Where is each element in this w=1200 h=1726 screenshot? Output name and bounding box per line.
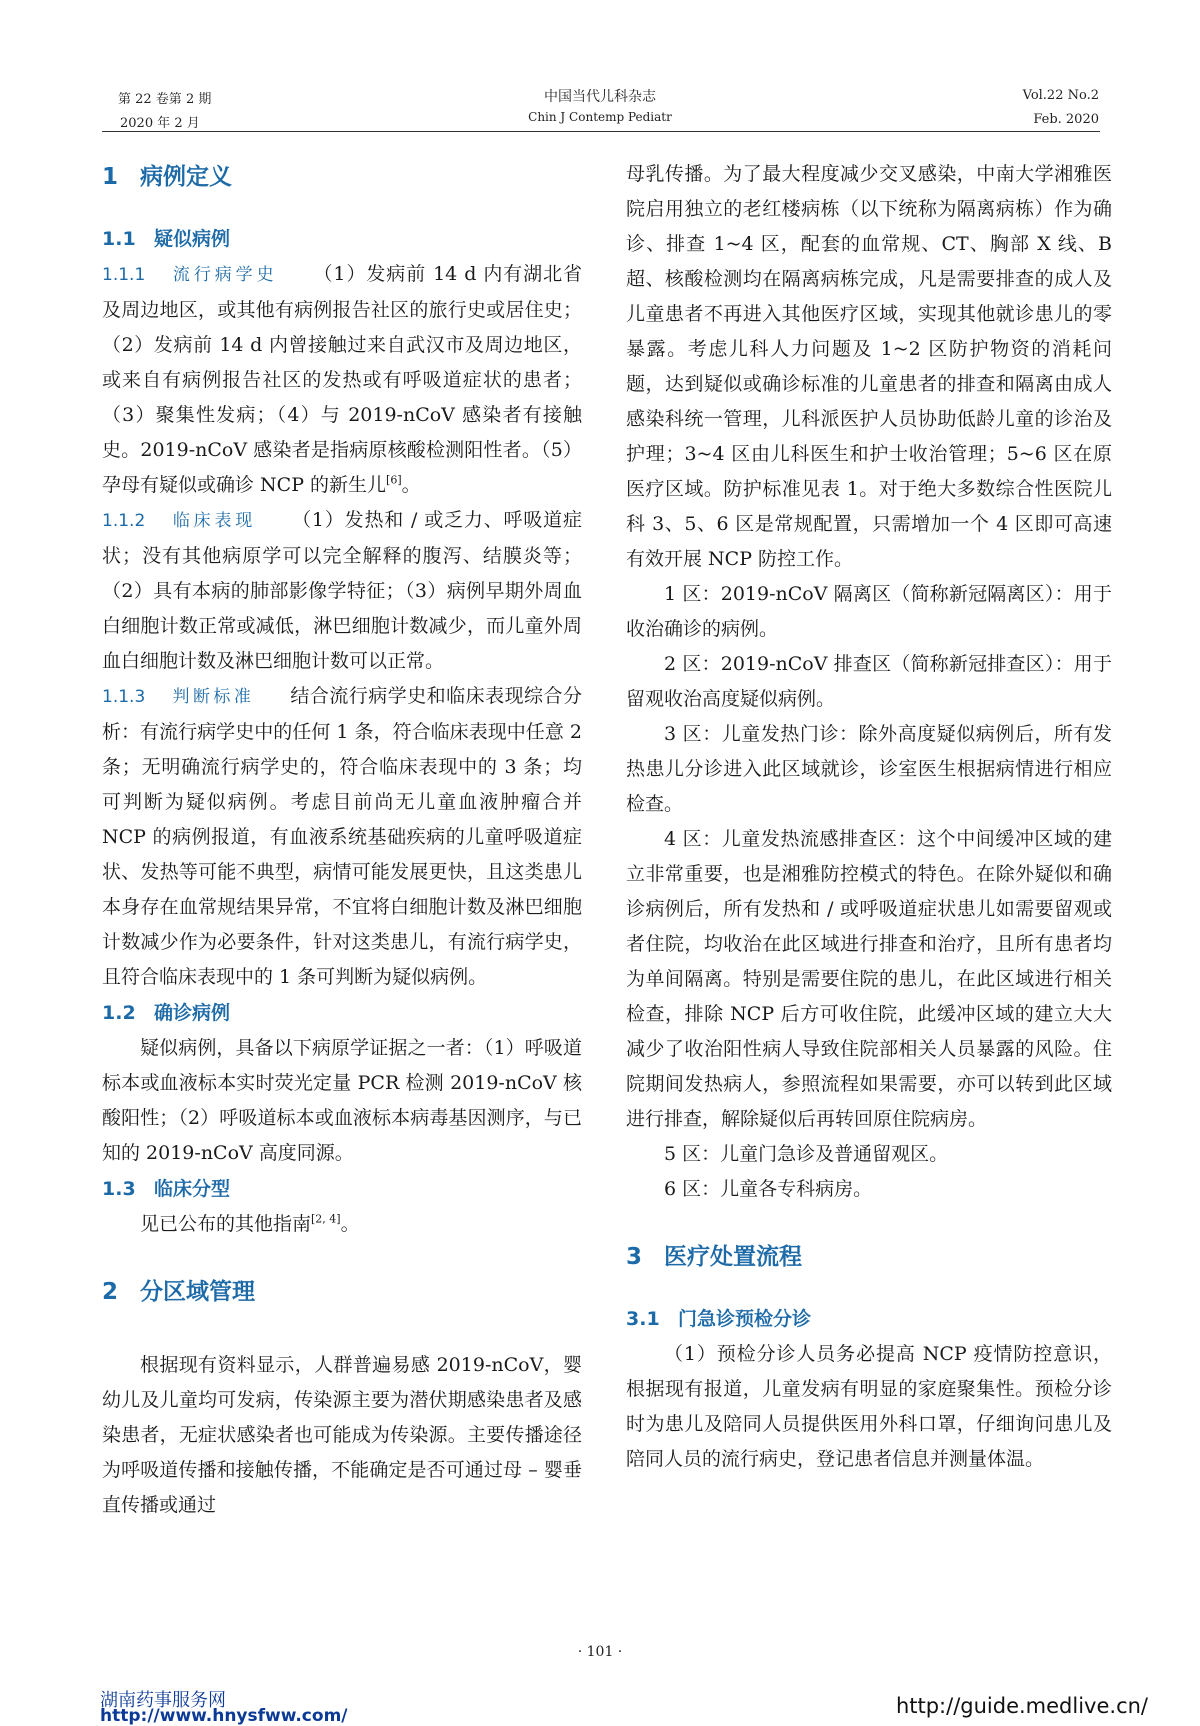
zone-1: 1 区：2019-nCoV 隔离区（简称新冠隔离区）：用于收治确诊的病例。 <box>626 583 1112 640</box>
paragraph-2: 根据现有资料显示，人群普遍易感 2019-nCoV，婴幼儿及儿童均可发病，传染源主要为潜伏期感染患者及感染患者，无症状感染者也可能成为传染源。主要传播途径为呼吸道传播和接触传播，不能确定是否可通过母 – 婴垂直传播或通过 <box>102 1354 582 1516</box>
subsection-heading: 3.1 门急诊预检分诊 <box>626 1308 812 1330</box>
section-heading: 1 病例定义 <box>102 164 232 190</box>
subsubsection-heading: 1.1.3 判断标准 <box>102 687 255 707</box>
watermark-link-left[interactable]: http://www.hnysfww.com/ <box>100 1706 348 1726</box>
journal-name-cn: 中国当代儿科杂志 <box>544 89 656 105</box>
right-column <box>626 157 1112 1477</box>
watermark-site-name: 湖南药事服务网 <box>100 1690 226 1711</box>
zone-3: 3 区：儿童发热门诊：除外高度疑似病例后，所有发热患儿分诊进入此区域就诊，诊室医生根据病情进行相应检查。 <box>626 723 1112 815</box>
watermark-link-right[interactable]: http://guide.medlive.cn/ <box>895 1694 1148 1718</box>
paragraph-1-1-2: 1.1.2 临床表现 （1）发热和 / 或乏力、呼吸道症状；没有其他病原学可以完全解释的腹泻、结膜炎等；（2）具有本病的肺部影像学特征；（3）病例早期外周血白细胞计数正常或减低，淋巴细胞计数减少，而儿童外周血白细胞计数及淋巴细胞计数可以正常。 <box>102 509 582 672</box>
paragraph-3-1: （1）预检分诊人员务必提高 NCP 疫情防控意识，根据现有报道，儿童发病有明显的家庭聚集性。预检分诊时为患儿及陪同人员提供医用外科口罩，仔细询问患儿及陪同人员的流行病史，登记患者信息并测量体温。 <box>626 1343 1112 1470</box>
zone-2: 2 区：2019-nCoV 排查区（简称新冠排查区）：用于留观收治高度疑似病例。 <box>626 653 1112 710</box>
section-heading: 3 医疗处置流程 <box>626 1244 802 1270</box>
subsubsection-heading: 1.1.2 临床表现 <box>102 511 257 531</box>
running-header <box>0 0 1200 140</box>
header-rule <box>102 131 1100 132</box>
paragraph-1-3: 见已公布的其他指南[2, 4]。 <box>140 1212 360 1235</box>
header-date-en: Feb. 2020 <box>1033 112 1099 127</box>
header-volume-en: Vol.22 No.2 <box>1022 88 1099 103</box>
header-volume: 第 22 卷第 2 期 <box>118 92 212 107</box>
zone-6: 6 区：儿童各专科病房。 <box>664 1178 873 1200</box>
left-column <box>102 157 582 1523</box>
journal-name-en: Chin J Contemp Pediatr <box>528 110 672 124</box>
subsection-heading: 1.3 临床分型 <box>102 1178 231 1200</box>
section-heading: 2 分区域管理 <box>102 1279 255 1305</box>
zone-5: 5 区：儿童门急诊及普通留观区。 <box>664 1143 949 1165</box>
paragraph-1-1-3: 1.1.3 判断标准 结合流行病学史和临床表现综合分析：有流行病学史中的任何 1 条，符合临床表现中任意 2 条；无明确流行病学史的，符合临床表现中的 3 条；均可判断为疑似病例。考虑目前尚无儿童血液肿瘤合并 NCP 的病例报道，有血液系统基础疾病的儿童呼吸道症状、发热等可能不典型，病情可能发展更快，且这类患儿本身存在血常规结果异常，不宜将白细胞计数及淋巴细胞计数减少作为必要条件，针对这类患儿，有流行病学史，且符合临床表现中的 1 条可判断为疑似病例。 <box>102 685 582 988</box>
subsubsection-heading: 1.1.1 流行病学史 <box>102 265 278 285</box>
paragraph-1-2: 疑似病例，具备以下病原学证据之一者：（1）呼吸道标本或血液标本实时荧光定量 PCR 检测 2019-nCoV 核酸阳性；（2）呼吸道标本或血液标本病毒基因测序，与已知的 2019-nCoV 高度同源。 <box>102 1037 582 1164</box>
page-number: · 101 · <box>577 1644 623 1660</box>
citation: [2, 4] <box>311 1212 341 1226</box>
subsection-heading: 1.2 确诊病例 <box>102 1002 231 1024</box>
header-date: 2020 年 2 月 <box>120 116 200 131</box>
zone-4: 4 区：儿童发热流感排查区：这个中间缓冲区域的建立非常重要，也是湘雅防控模式的特色。在除外疑似和确诊病例后，所有发热和 / 或呼吸道症状患儿如需要留观或者住院，均收治在此区域进行排查和治疗，且所有患者均为单间隔离。特别是需要住院的患儿，在此区域进行相关检查，排除 NCP 后方可收住院，此缓冲区域的建立大大减少了收治阳性病人导致住院部相关人员暴露的风险。住院期间发热病人，参照流程如果需要，亦可以转到此区域进行排查，解除疑似后再转回原住院病房。 <box>626 828 1112 1130</box>
citation: [6] <box>386 473 402 487</box>
paragraph-1-1-1: 1.1.1 流行病学史 （1）发病前 14 d 内有湖北省及周边地区，或其他有病例报告社区的旅行史或居住史；（2）发病前 14 d 内曾接触过来自武汉市及周边地区，或来自有病例报告社区的发热或有呼吸道症状的患者；（3）聚集性发病；（4）与 2019-nCoV 感染者有接触史。2019-nCoV 感染者是指病原核酸检测阳性者。（5）孕母有疑似或确诊 NCP 的新生儿[6]。 <box>102 263 582 496</box>
subsection-heading: 1.1 疑似病例 <box>102 228 231 250</box>
paragraph-continued: 母乳传播。为了最大程度减少交叉感染，中南大学湘雅医院启用独立的老红楼病栋（以下统称为隔离病栋）作为确诊、排查 1~4 区，配套的血常规、CT、胸部 X 线、B 超、核酸检测均在隔离病栋完成，凡是需要排查的成人及儿童患者不再进入其他医疗区域，实现其他就诊患儿的零暴露。考虑儿科人力问题及 1~2 区防护物资的消耗问题，达到疑似或确诊标准的儿童患者的排查和隔离由成人感染科统一管理，儿科派医护人员协助低龄儿童的诊治及护理；3~4 区由儿科医生和护士收治管理；5~6 区在原医疗区域。防护标准见表 1。对于绝大多数综合性医院儿科 3、5、6 区是常规配置，只需增加一个 4 区即可高速有效开展 NCP 防控工作。 <box>626 163 1112 570</box>
